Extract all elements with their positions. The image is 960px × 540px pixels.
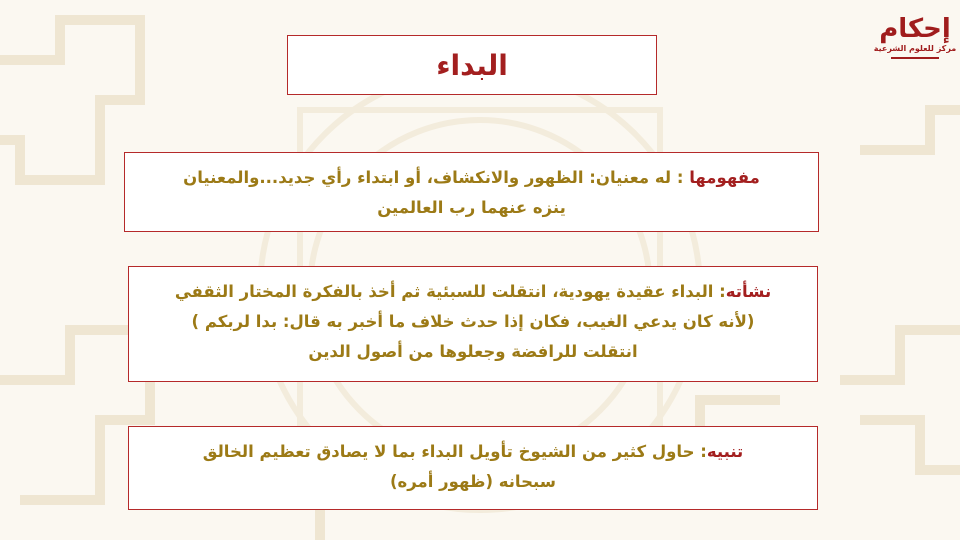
logo-underline [891,57,939,59]
page-title: البداء [436,48,508,82]
title-box [287,35,657,95]
definition-text-1: : له معنيان: الظهور والانكشاف، أو ابتداء رأي جديد...والمعنيان [183,168,690,187]
logo [873,14,957,72]
note-text-1: : حاول كثير من الشيوخ تأويل البداء بما لا يصادق تعظيم الخالق [202,442,707,461]
definition-box [124,152,819,232]
origin-box [128,266,818,382]
note-line-1 [141,437,805,467]
origin-text-1: : البداء عقيدة يهودية، انتقلت للسبئية ثم أخذ بالفكرة المختار الثقفي [174,282,726,301]
definition-line-2: ينزه عنهما رب العالمين [377,198,566,217]
definition-label: مفهومها [689,168,760,187]
note-box [128,426,818,510]
origin-line-1 [141,277,805,307]
note-label: تنبيه [706,442,744,461]
origin-line-3: انتقلت للرافضة وجعلوها من أصول الدين [308,342,638,361]
origin-line-2: (لأنه كان يدعي الغيب، فكان إذا حدث خلاف ما أخبر به قال: بدا لربكم ) [191,312,755,331]
definition-line-1 [137,163,806,193]
logo-subtitle: مركز للعلوم الشرعية [873,44,957,53]
logo-mark: إحكام [879,14,951,44]
note-line-2: سبحانه (ظهور أمره) [390,472,556,491]
origin-label: نشأته [725,282,772,301]
